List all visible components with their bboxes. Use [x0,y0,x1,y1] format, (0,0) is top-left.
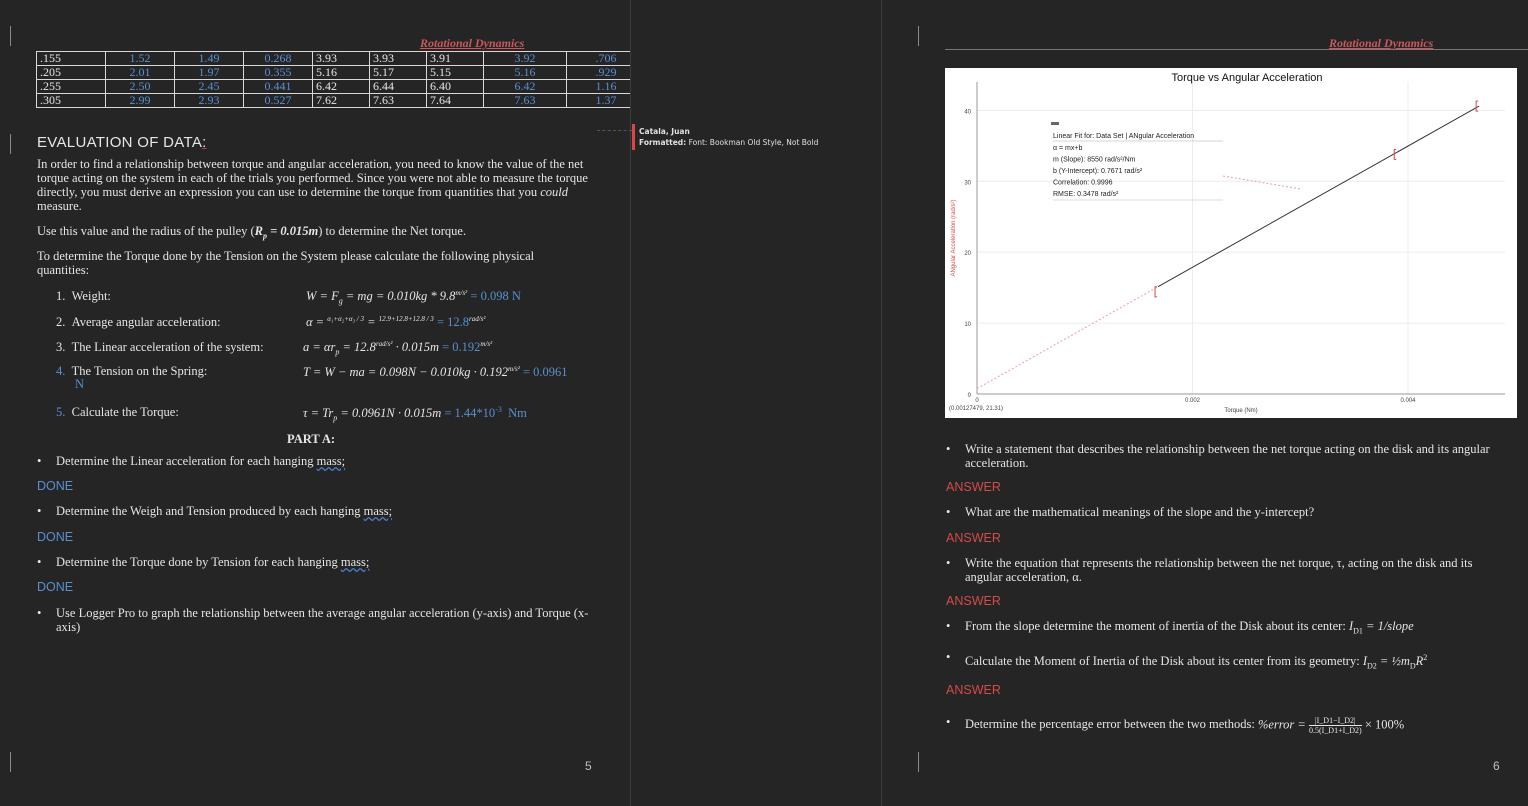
y-tick-label: 10 [964,322,971,329]
answer-label: ANSWER [946,683,1001,697]
question-relationship: • Write a statement that describes the relationship between the net torque acting on the disk and its angular acceleration. [946,442,1490,470]
table-cell: 3.93 [313,52,370,66]
intro-paragraph: In order to find a relationship between torque and angular acceleration, you need to know the value of the net torque acting on the system in each of the trials you performed. Since you were not able to measure the torque directly, you must derive an expression you can use to determine the torque from quantities that you could measure. [37,157,588,213]
comment-marker [632,124,635,150]
header-rule [945,49,1528,50]
table-cell: 3.91 [427,52,484,66]
table-row [37,52,646,66]
y-tick-label: 30 [964,180,971,187]
table-cell: 7.64 [427,94,484,108]
table-row [37,94,646,108]
table-cell: 3.93 [370,52,427,66]
table-cell: 7.62 [313,94,370,108]
fit-box-line: m (Slope): 8550 rad/s²/Nm [1053,156,1136,164]
fit-box-title: Linear Fit for: Data Set | ANgular Acceleration [1053,133,1195,140]
x-tick-label: 0.004 [1400,398,1416,404]
answer-label: ANSWER [946,480,1001,494]
fit-box-line: b (Y-Intercept): 0.7671 rad/s² [1053,168,1143,175]
table-cell: 2.93 [175,94,244,108]
data-point [1394,149,1396,159]
comment-leader [597,130,632,131]
table-cell: 1.52 [106,52,175,66]
question-inertia-slope: • From the slope determine the moment of inertia of the Disk about its center: $I_{D1}$ = 1/slope [946,619,1414,636]
table-cell: 6.40 [427,80,484,94]
table-cell: 2.01 [106,66,175,80]
avg-angular-equation: $\alpha = ^{\alpha_1+\alpha_2+\alpha_3 / 3} = ^{12.9+12.8+12.8 / 3} = 12.8^{rad/s^2}$ [306,315,486,330]
use-value-paragraph: Use this value and the radius of the pulley $(R_p = 0.015m)$ to determine the Net torque. [37,224,467,241]
table-cell: 3.92 [484,52,567,66]
table-cell: 6.42 [484,80,567,94]
table-cell: 5.16 [484,66,567,80]
table-cell: .706 [567,52,646,66]
comment-pane [630,0,882,806]
table-cell: 6.42 [313,80,370,94]
part-a-heading: PART A: [287,432,336,446]
page-number: 5 [585,759,592,773]
table-cell: .155 [37,52,106,66]
y-tick-label: 0 [967,393,971,399]
page-number: 6 [1493,759,1500,773]
page-header: Rotational Dynamics [1329,36,1434,50]
item-torque: 5. Calculate the Torque: [56,405,179,419]
done-label: DONE [37,530,74,544]
bullet-torque: • Determine the Torque done by Tension for each hanging mass; [37,555,370,569]
table-cell: .305 [37,94,106,108]
bullet-linear-accel: • Determine the Linear acceleration for each hanging mass; [37,454,346,468]
bullet-weight-tension: • Determine the Weigh and Tension produced by each hanging mass; [37,504,393,518]
table-cell: 1.97 [175,66,244,80]
evaluation-heading: EVALUATION OF DATA: [37,134,207,151]
table-cell: .929 [567,66,646,80]
fit-line [1158,106,1479,287]
question-percent-error: • Determine the percentage error between the two methods: %error = $\frac{|I\_D1-I\_D2|}{0.5(I\_D1+I\_D2)}$ × 100% [946,715,1405,735]
table-cell: 7.63 [484,94,567,108]
torque-equation: $\tau = Tr_p = 0.0961N \cdot 0.015m = 1.44*10^{-3}$ Nm [303,405,527,423]
data-point [1476,101,1478,111]
percent-error-fraction: $\frac{|I\_D1-I\_D2|}{0.5(I\_D1+I\_D2)}$ [1308,716,1362,735]
item-linear-accel: 3. The Linear acceleration of the system: [56,340,264,354]
determine-paragraph: To determine the Torque done by the Tension on the System please calculate the following physical quantities: [37,249,535,277]
table-row [37,80,646,94]
table-cell: 5.16 [313,66,370,80]
page-header: Rotational Dynamics [420,36,525,50]
corner-readout: (0.00127479, 21.31) [949,406,1004,412]
x-axis-label: Torque (Nm) [1224,408,1258,414]
item-tension: 4. The Tension on the Spring: N [56,364,208,391]
table-cell: 1.49 [175,52,244,66]
table-cell: .255 [37,80,106,94]
table-cell: 5.15 [427,66,484,80]
fit-extrapolation [977,287,1158,389]
table-row [37,66,646,80]
tension-equation: T = W − ma = $0.098N - 0.010kg \cdot 0.192^{m/s^2} = 0.0961$ [303,365,568,380]
y-tick-label: 20 [964,251,971,258]
table-cell: 7.63 [370,94,427,108]
item-avg-angular: 2. Average angular acceleration: [56,315,221,329]
done-label: DONE [37,580,74,594]
table-cell: 0.355 [244,66,313,80]
question-inertia-geometry: • Calculate the Moment of Inertia of the Disk about its center from its geometry: $I_{D2}$ = $\frac{1}{2}m_DR^2$ [946,650,1428,671]
question-slope-meaning: • What are the mathematical meanings of the slope and the y-intercept? [946,505,1315,519]
table-cell: 2.99 [106,94,175,108]
data-table [36,51,646,108]
page-5 [0,0,630,806]
fit-box-handle [1051,122,1059,125]
table-cell: .205 [37,66,106,80]
linear-accel-equation: $a = \alpha r_p = 12.8^{rad/s^2} \cdot 0.015m = 0.192^{m/s^2}$ [303,340,493,357]
chart-title: Torque vs Angular Acceleration [1171,72,1323,84]
question-equation: • Write the equation that represents the relationship between the net torque, τ, acting on the disk and its angular acceleration, α. [946,556,1473,584]
chart-svg [945,68,1517,418]
fit-box-line: Correlation: 0.9996 [1053,179,1113,187]
table-cell: 0.441 [244,80,313,94]
answer-label: ANSWER [946,531,1001,545]
done-label: DONE [37,479,74,493]
table-cell: 0.527 [244,94,313,108]
weight-equation: $W = F_g$ = mg = $0.010kg * 9.8^{m/s^2} = 0.098$ N [306,289,521,306]
torque-chart [945,68,1517,418]
table-cell: 2.50 [106,80,175,94]
table-cell: 6.44 [370,80,427,94]
comment-balloon[interactable]: Catala, Juan Formatted: Font: Bookman Old Style, Not Bold [639,127,819,147]
table-cell: 5.17 [370,66,427,80]
fit-box-line: RMSE: 0.3478 rad/s² [1053,191,1119,198]
table-cell: 1.16 [567,80,646,94]
x-tick-label: 0.002 [1185,398,1201,404]
fit-box-leader [1223,176,1301,189]
item-weight: 1. Weight: [56,289,111,303]
x-tick-label: 0 [975,398,979,404]
table-cell: 0.268 [244,52,313,66]
table-cell: 1.37 [567,94,646,108]
answer-label: ANSWER [946,594,1001,608]
bullet-logger-pro: • Use Logger Pro to graph the relationship between the average angular acceleration (y-axis) and Torque (x-axis) [37,606,589,634]
y-axis-label: ANgular Acceleration (rad/s²) [951,199,957,277]
y-tick-label: 40 [964,109,971,116]
table-cell: 2.45 [175,80,244,94]
fit-box-line: α = mx+b [1053,145,1083,152]
